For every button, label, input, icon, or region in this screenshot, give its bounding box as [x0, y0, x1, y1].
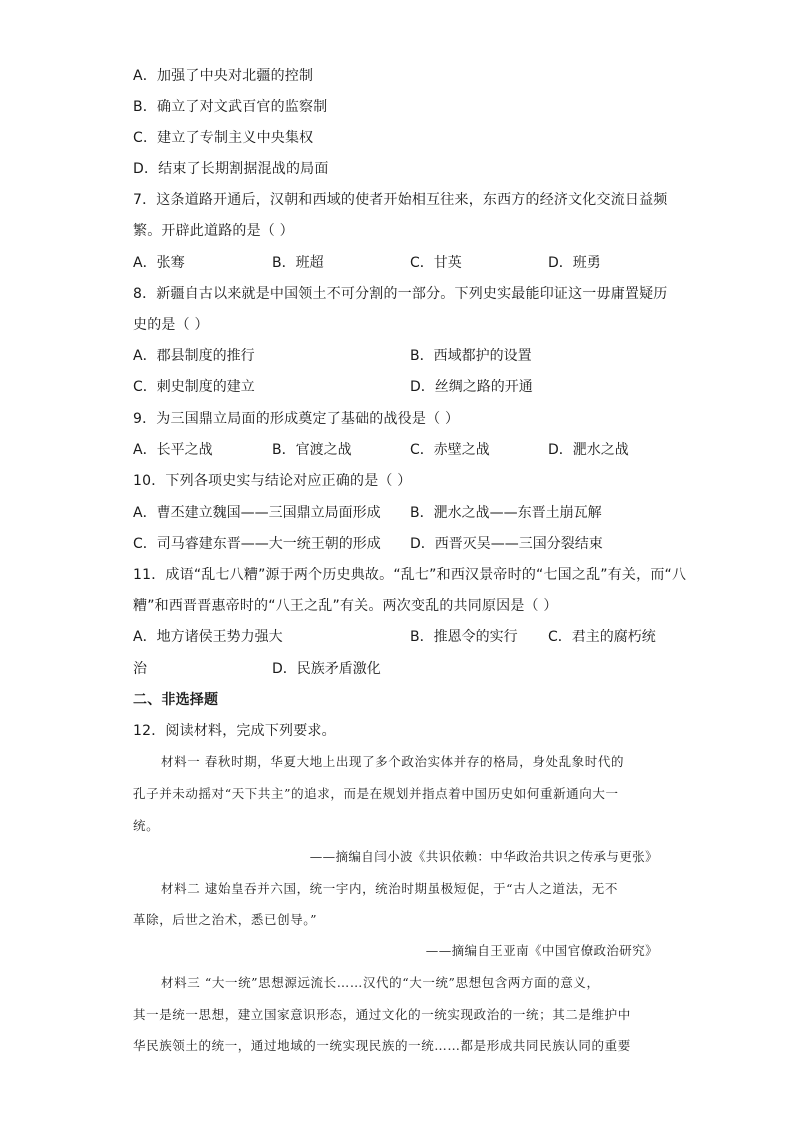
q8-option-d: D．丝绸之路的开通: [410, 379, 533, 395]
q6-option-b: B．确立了对文武百官的监察制: [133, 99, 328, 115]
q11-option-d: D．民族矛盾激化: [272, 661, 381, 677]
q8-stem-line2: 史的是（ ）: [133, 317, 209, 333]
q12-stem: 12．阅读材料，完成下列要求。: [133, 723, 336, 739]
q11-option-b: B．推恩令的实行: [410, 629, 518, 645]
q6-option-d: D．结束了长期割据混战的局面: [133, 161, 329, 177]
q11-stem-line2: 糟”和西晋晋惠帝时的“八王之乱”有关。两次变乱的共同原因是（ ）: [133, 598, 558, 614]
q7-stem-line2: 繁。开辟此道路的是（ ）: [133, 223, 294, 239]
q7-option-c: C．甘英: [410, 255, 462, 271]
q11-stem-line1: 11．成语“乱七八糟”源于两个历史典故。“乱七”和西汉景帝时的“七国之乱”有关，而“八: [133, 567, 687, 583]
material-3-line2: 其一是统一思想，建立国家意识形态，通过文化的一统实现政治的一统；其二是维护中: [133, 1007, 631, 1022]
q8-option-c: C．刺史制度的建立: [133, 379, 255, 395]
q8-option-a: A．郡县制度的推行: [133, 348, 255, 364]
q11-option-a: A．地方诸侯王势力强大: [133, 629, 283, 645]
q8-option-b: B．西域都护的设置: [410, 348, 532, 364]
material-2-line2: 革除，后世之治术，悉已创导。”: [133, 912, 318, 927]
material-1-line2: 孔子并未动摇对“天下共主”的追求，而是在规划并指点着中国历史如何重新通向大一: [133, 786, 619, 801]
q10-option-b: B．淝水之战——东晋土崩瓦解: [410, 505, 602, 521]
q8-stem-line1: 8．新疆自古以来就是中国领土不可分割的一部分。下列史实最能印证这一毋庸置疑历: [133, 286, 668, 302]
q6-option-c: C．建立了专制主义中央集权: [133, 130, 314, 146]
material-2-source: ——摘编自王亚南《中国官僚政治研究》: [425, 943, 658, 958]
material-3-line3: 华民族领土的统一，通过地域的一统实现民族的一统……都是形成共同民族认同的重要: [133, 1038, 631, 1053]
q10-option-a: A．曹丕建立魏国——三国鼎立局面形成: [133, 505, 381, 521]
q10-option-d: D．西晋灭吴——三国分裂结束: [410, 536, 603, 552]
section-heading: 二、非选择题: [133, 692, 219, 708]
material-2-line1: 材料二 逮始皇吞并六国，统一宇内，统治时期虽极短促，于“古人之道法，无不: [161, 881, 618, 896]
q7-option-b: B．班超: [272, 255, 324, 271]
q7-option-a: A．张骞: [133, 255, 185, 271]
q9-option-c: C．赤壁之战: [410, 442, 490, 458]
q9-option-d: D．淝水之战: [548, 442, 629, 458]
q9-option-b: B．官渡之战: [272, 442, 352, 458]
q10-option-c: C．司马睿建东晋——大一统王朝的形成: [133, 536, 381, 552]
q11-option-c-continued: 治: [133, 661, 147, 677]
material-1-line1: 材料一 春秋时期，华夏大地上出现了多个政治实体并存的格局，身处乱象时代的: [161, 754, 625, 769]
material-1-line3: 统。: [133, 818, 160, 833]
q7-stem-line1: 7．这条道路开通后，汉朝和西域的使者开始相互往来，东西方的经济文化交流日益频: [133, 192, 668, 208]
q6-option-a: A．加强了中央对北疆的控制: [133, 68, 314, 84]
q9-stem: 9．为三国鼎立局面的形成奠定了基础的战役是（ ）: [133, 411, 460, 427]
material-3-line1: 材料三 “大一统”思想源远流长……汉代的“大一统”思想包含两方面的意义，: [161, 975, 600, 990]
q10-stem: 10．下列各项史实与结论对应正确的是（ ）: [133, 473, 412, 489]
q11-option-c: C．君主的腐朽统: [548, 629, 656, 645]
material-1-source: ——摘编自闫小波《共识依赖：中华政治共识之传承与更张》: [309, 849, 658, 864]
q9-option-a: A．长平之战: [133, 442, 213, 458]
q7-option-d: D．班勇: [548, 255, 601, 271]
